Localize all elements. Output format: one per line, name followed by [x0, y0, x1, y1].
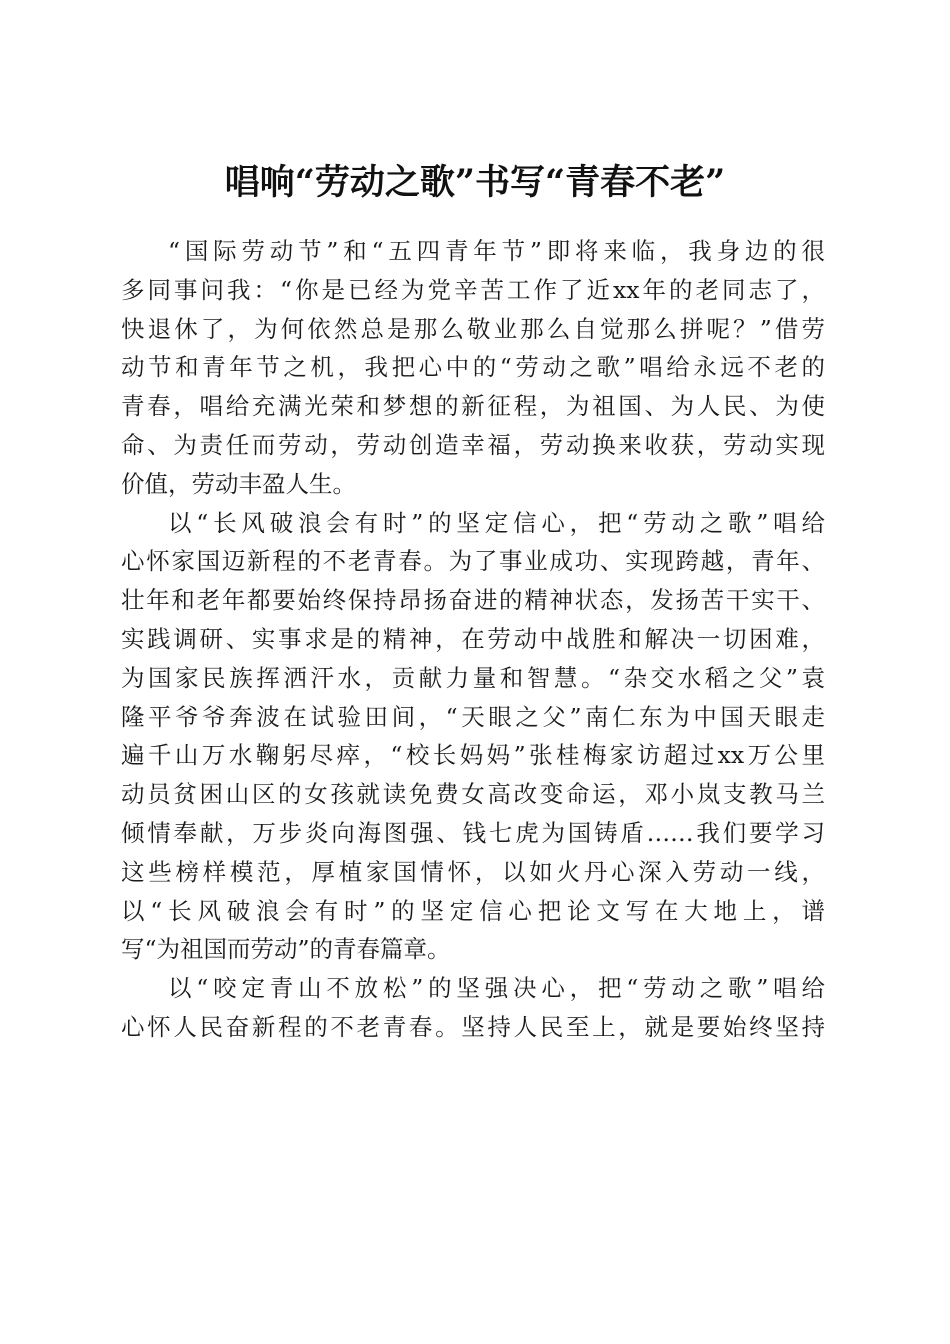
document-title: 唱响“劳动之歌”书写“青春不老”: [224, 162, 726, 204]
text-line: 多同事问我：“你是已经为党辛苦工作了近xx年的老同志了，: [121, 275, 825, 304]
text-line: 遍千山万水鞠躬尽瘁，“校长妈妈”张桂梅家访超过xx万公里: [121, 741, 825, 770]
text-line: 为国家民族挥洒汗水，贡献力量和智慧。“杂交水稻之父”袁: [121, 663, 825, 692]
text-line: 命、为责任而劳动，劳动创造幸福，劳动换来收获，劳动实现: [121, 430, 825, 459]
text-line: 青春，唱给充满光荣和梦想的新征程，为祖国、为人民、为使: [121, 392, 825, 421]
text-line: 实践调研、实事求是的精神，在劳动中战胜和解决一切困难，: [121, 624, 825, 653]
text-line: 这些榜样模范，厚植家国情怀，以如火丹心深入劳动一线，: [121, 857, 825, 886]
document-body: [121, 232, 825, 1047]
text-line: 快退休了，为何依然总是那么敬业那么自觉那么拼呢？”借劳: [121, 314, 825, 343]
text-line: 以“长风破浪会有时”的坚定信心，把“劳动之歌”唱给: [168, 508, 825, 537]
text-line: 以“长风破浪会有时”的坚定信心把论文写在大地上，谱: [121, 896, 825, 925]
text-line: 动节和青年节之机，我把心中的“劳动之歌”唱给永远不老的: [121, 353, 825, 382]
text-line: 以“咬定青山不放松”的坚强决心，把“劳动之歌”唱给: [168, 974, 825, 1003]
text-line: 写“为祖国而劳动”的青春篇章。: [121, 935, 451, 964]
text-line: 心怀家国迈新程的不老青春。为了事业成功、实现跨越，青年、: [121, 547, 825, 576]
text-line: 心怀人民奋新程的不老青春。坚持人民至上，就是要始终坚持: [121, 1012, 825, 1041]
text-line: 动员贫困山区的女孩就读免费女高改变命运，邓小岚支教马兰: [121, 780, 825, 809]
text-line: 隆平爷爷奔波在试验田间，“天眼之父”南仁东为中国天眼走: [121, 702, 825, 731]
text-line: 价值，劳动丰盈人生。: [121, 469, 356, 498]
text-line: “国际劳动节”和“五四青年节”即将来临，我身边的很: [168, 237, 825, 265]
text-line: 壮年和老年都要始终保持昂扬奋进的精神状态，发扬苦干实干、: [121, 586, 825, 615]
text-line: 倾情奉献，万步炎向海图强、钱七虎为国铸盾……我们要学习: [121, 818, 825, 847]
